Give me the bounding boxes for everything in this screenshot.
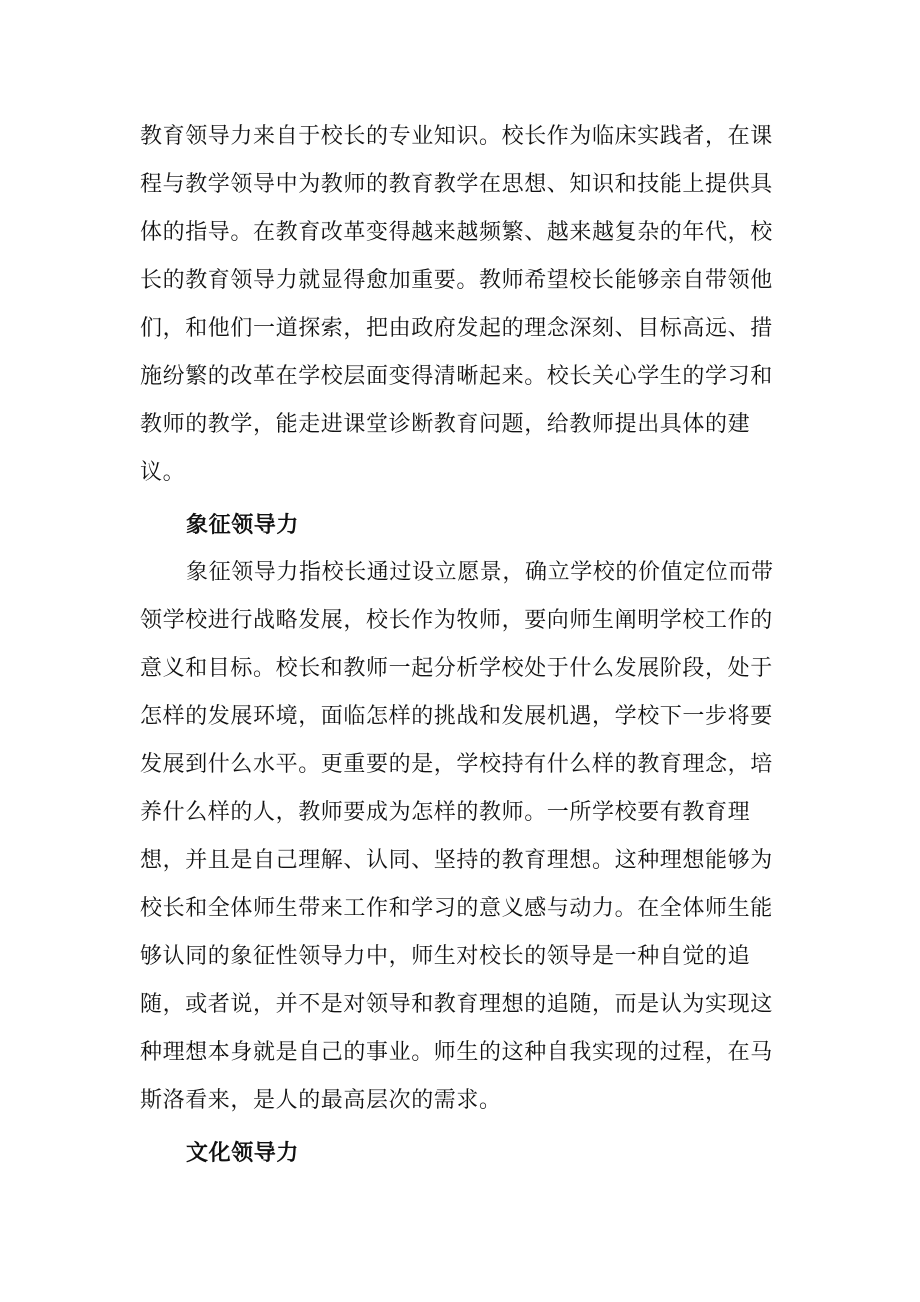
- paragraph-educational-leadership: 教育领导力来自于校长的专业知识。校长作为临床实践者，在课程与教学领导中为教师的教育教学在思想、知识和技能上提供具体的指导。在教育改革变得越来越频繁、越来越复杂的年代，校长的教育领导力就显得愈加重要。教师希望校长能够亲自带领他们，和他们一道探索，把由政府发起的理念深刻、目标高远、措施纷繁的改革在学校层面变得清晰起来。校长关心学生的学习和教师的教学，能走进课堂诊断教育问题，给教师提出具体的建议。: [140, 124, 773, 485]
- heading-cultural-leadership: 文化领导力: [186, 1140, 300, 1166]
- paragraph-symbolic-leadership: 象征领导力指校长通过设立愿景，确立学校的价值定位而带领学校进行战略发展，校长作为牧师，要向师生阐明学校工作的意义和目标。校长和教师一起分析学校处于什么发展阶段，处于怎样的发展环境，面临怎样的挑战和发展机遇，学校下一步将要发展到什么水平。更重要的是，学校持有什么样的教育理念，培养什么样的人，教师要成为怎样的教师。一所学校要有教育理想，并且是自己理解、认同、坚持的教育理想。这种理想能够为校长和全体师生带来工作和学习的意义感与动力。在全体师生能够认同的象征性领导力中，师生对校长的领导是一种自觉的追随，或者说，并不是对领导和教育理想的追随，而是认为实现这种理想本身就是自己的事业。师生的这种自我实现的过程，在马斯洛看来，是人的最高层次的需求。: [140, 560, 774, 1113]
- heading-symbolic-leadership: 象征领导力: [186, 512, 300, 538]
- document-body: [140, 113, 780, 1177]
